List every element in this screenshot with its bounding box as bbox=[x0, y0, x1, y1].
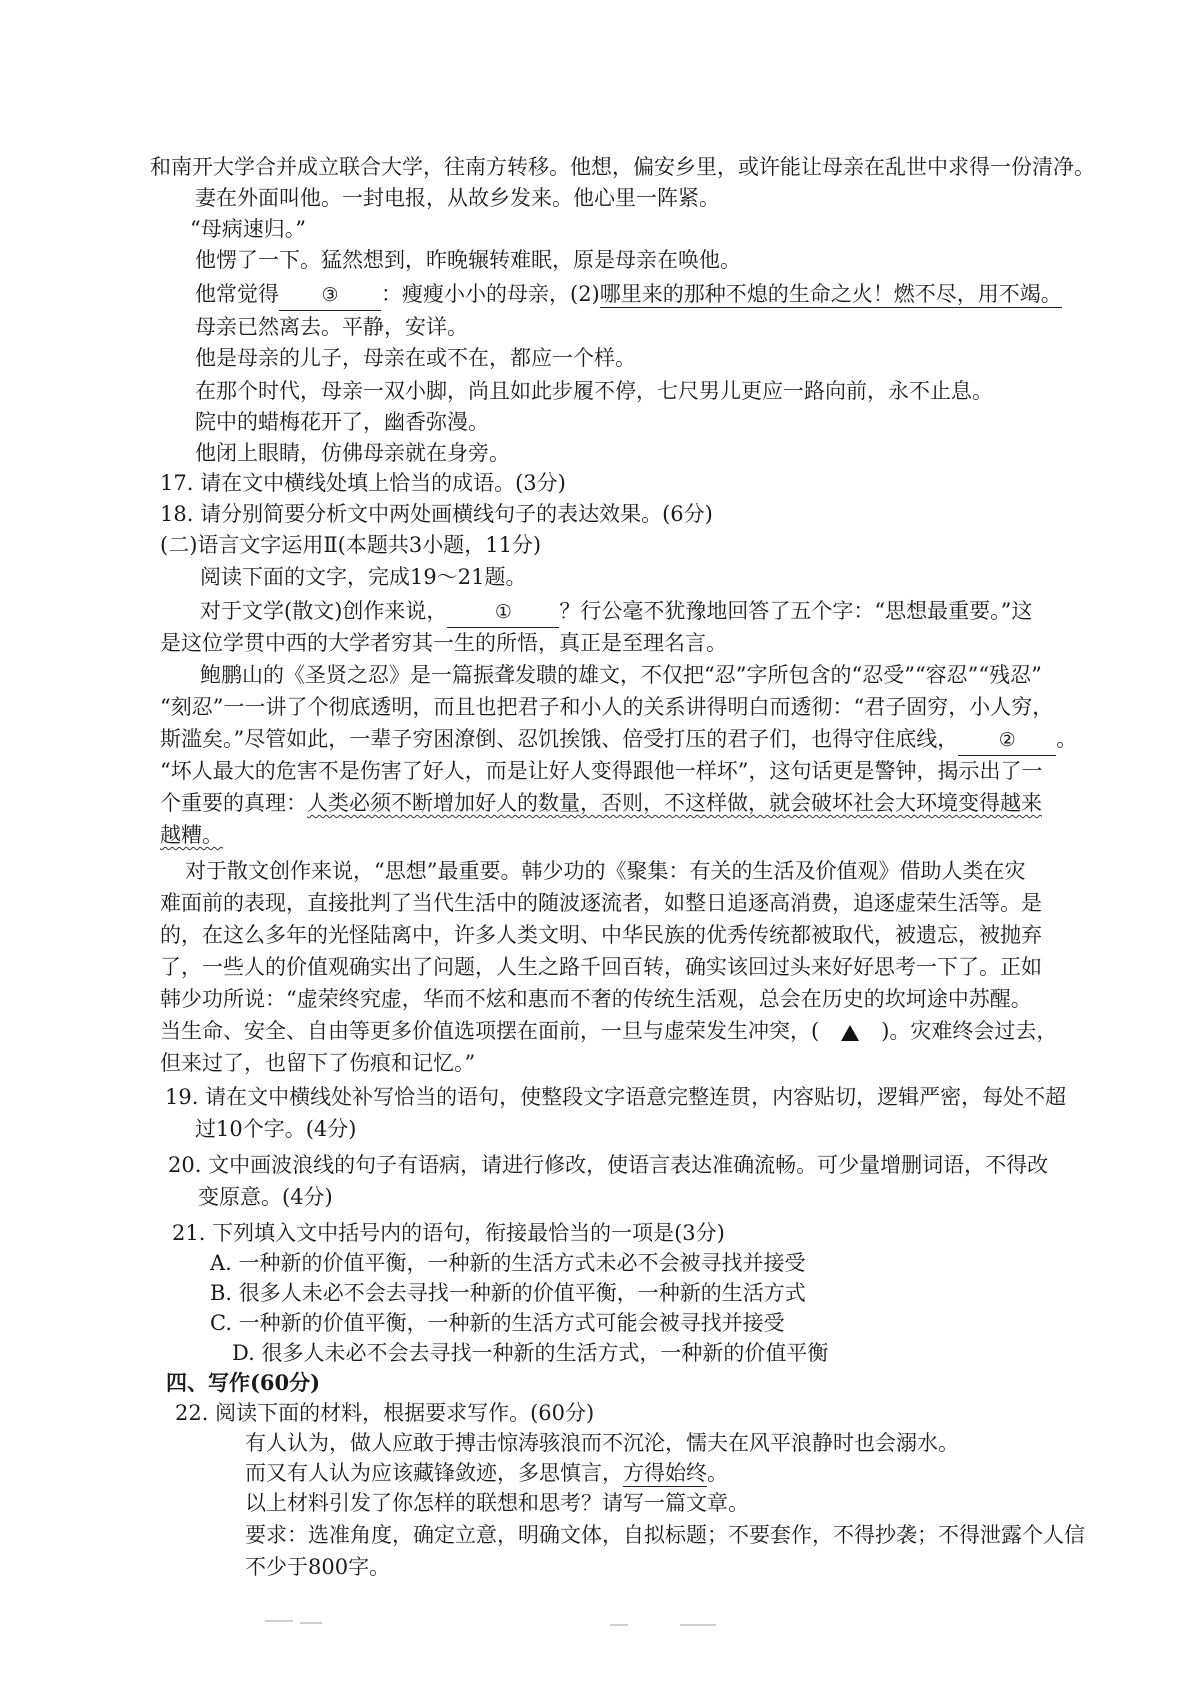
passage-c-line-7: 但来过了，也留下了伤痕和记忆。” bbox=[160, 1051, 476, 1075]
question-21-stem: 21. 下列填入文中括号内的语句，衔接最恰当的一项是(3分) bbox=[172, 1221, 725, 1245]
triangle-marker-icon bbox=[841, 1025, 859, 1041]
story-line-8: 在那个时代，母亲一双小脚，尚且如此步履不停，七尺男儿更应一路向前，永不止息。 bbox=[195, 379, 993, 403]
writing-requirements-line-1: 要求：选准角度，确定立意，明确文体，自拟标题；不要套作，不得抄袭；不得泄露个人信 bbox=[245, 1523, 1085, 1547]
blank-marker-2: ② bbox=[998, 729, 1016, 751]
material-line-2-end: 。 bbox=[707, 1461, 728, 1485]
answer-blank-2[interactable] bbox=[958, 724, 1056, 756]
passage-b-line-5-text: 个重要的真理： bbox=[160, 791, 307, 815]
question-19-line-1: 19. 请在文中横线处补写恰当的语句，使整段文字语意完整连贯，内容贴切，逻辑严密，每处不超 bbox=[165, 1085, 1067, 1109]
passage-c-line-6-text-b: )。灾难终会过去， bbox=[881, 1019, 1058, 1043]
answer-blank-3[interactable] bbox=[279, 279, 381, 311]
material-line-1: 有人认为，做人应敢于搏击惊涛骇浪而不沉沦，懦夫在风平浪静时也会溺水。 bbox=[245, 1431, 959, 1455]
scan-speck bbox=[610, 1624, 628, 1626]
wavy-sentence-part-1: 人类必须不断增加好人的数量，否则，不这样做，就会破坏社会大环境变得越来 bbox=[307, 791, 1042, 815]
passage-c-line-6-text: 当生命、安全、自由等更多价值选项摆在面前，一旦与虚荣发生冲突，( bbox=[160, 1019, 820, 1043]
underlined-sentence-2: 哪里来的那种不熄的生命之火！燃不尽，用不竭。 bbox=[599, 282, 1062, 306]
passage-b-line-1: 鲍鹏山的《圣贤之忍》是一篇振聋发聩的雄文，不仅把“忍”字所包含的“忍受”“容忍”“残忍” bbox=[200, 663, 1042, 687]
writing-requirements-line-2: 不少于800字。 bbox=[245, 1555, 391, 1579]
passage-a-line-1-text: 对于文学(散文)创作来说， bbox=[200, 599, 448, 623]
passage-b-line-2: “刻忍”一一讲了个彻底透明，而且也把君子和小人的关系讲得明白而透彻：“君子固穷，小人穷， bbox=[160, 695, 1054, 719]
passage-c-line-3: 的，在这么多年的光怪陆离中，许多人类文明、中华民族的优秀传统都被取代，被遗忘，被抛弃 bbox=[160, 923, 1042, 947]
passage-b-line-3 bbox=[160, 724, 1077, 756]
material-line-2-text: 而又有人认为应该藏锋敛迹，多思慎言， bbox=[245, 1461, 623, 1485]
blank-marker-1: ① bbox=[494, 601, 512, 623]
story-line-10: 他闭上眼睛，仿佛母亲就在身旁。 bbox=[195, 441, 510, 465]
section-2-intro: 阅读下面的文字，完成19～21题。 bbox=[200, 565, 527, 589]
story-line-5 bbox=[195, 279, 1062, 311]
passage-a-line-2: 是这位学贯中西的大学者穷其一生的所悟，真正是至理名言。 bbox=[160, 631, 727, 655]
story-line-6: 母亲已然离去。平静，安详。 bbox=[195, 315, 468, 339]
blank-marker-3: ③ bbox=[321, 284, 339, 306]
passage-c-line-2: 难面前的表现，直接批判了当代生活中的随波逐流者，如整日追逐高消费，追逐虚荣生活等。是 bbox=[160, 891, 1042, 915]
passage-a-line-1-text-b: ？行公毫不犹豫地回答了五个字：“思想最重要。”这 bbox=[559, 599, 1033, 623]
section-2-title: (二)语言文字运用Ⅱ(本题共3小题，11分) bbox=[160, 533, 542, 557]
question-17: 17. 请在文中横线处填上恰当的成语。(3分) bbox=[160, 471, 566, 495]
story-line-9: 院中的蜡梅花开了，幽香弥漫。 bbox=[195, 410, 489, 434]
story-line-4: 他愣了一下。猛然想到，昨晚辗转难眠，原是母亲在唤他。 bbox=[195, 248, 741, 272]
material-line-3: 以上材料引发了你怎样的联想和思考？请写一篇文章。 bbox=[245, 1491, 749, 1515]
material-underlined-phrase: 方得始终 bbox=[623, 1461, 707, 1485]
passage-b-line-6 bbox=[160, 820, 223, 850]
scan-speck bbox=[265, 1620, 293, 1622]
question-21-option-b[interactable]: B. 很多人未必不会去寻找一种新的价值平衡，一种新的生活方式 bbox=[210, 1281, 806, 1305]
question-22-stem: 22. 阅读下面的材料，根据要求写作。(60分) bbox=[175, 1401, 595, 1425]
story-line-1: 和南开大学合并成立联合大学，往南方转移。他想，偏安乡里，或许能让母亲在乱世中求得一份清净。 bbox=[150, 155, 1095, 179]
question-18: 18. 请分别简要分析文中两处画横线句子的表达效果。(6分) bbox=[160, 502, 713, 526]
question-20-line-1: 20. 文中画波浪线的句子有语病，请进行修改，使语言表达准确流畅。可少量增删词语，不得改 bbox=[168, 1153, 1049, 1177]
passage-b-line-3-text: 斯滥矣。”尽管如此，一辈子穷困潦倒、忍饥挨饿、倍受打压的君子们，也得守住底线， bbox=[160, 727, 959, 751]
question-21-option-c[interactable]: C. 一种新的价值平衡，一种新的生活方式可能会被寻找并接受 bbox=[210, 1311, 785, 1335]
passage-b-line-4: “坏人最大的危害不是伤害了好人，而是让好人变得跟他一样坏”，这句话更是警钟，揭示出了一 bbox=[160, 759, 1043, 783]
story-line-5-text-b: ：瘦瘦小小的母亲，(2) bbox=[381, 282, 600, 306]
passage-b-line-3-text-b: 。 bbox=[1056, 727, 1078, 751]
story-line-3: “母病速归。” bbox=[190, 217, 306, 241]
scan-speck bbox=[680, 1624, 716, 1626]
story-line-7: 他是母亲的儿子，母亲在或不在，都应一个样。 bbox=[195, 346, 636, 370]
passage-b-line-5 bbox=[160, 788, 1042, 818]
passage-c-line-6 bbox=[160, 1016, 1057, 1046]
question-21-option-a[interactable]: A. 一种新的价值平衡，一种新的生活方式未必不会被寻找并接受 bbox=[210, 1251, 806, 1275]
wavy-sentence-part-2: 越糟。 bbox=[160, 823, 223, 847]
question-20-line-2: 变原意。(4分) bbox=[198, 1185, 333, 1209]
passage-a-line-1 bbox=[200, 596, 1032, 628]
scan-speck bbox=[300, 1622, 322, 1624]
passage-c-line-1: 对于散文创作来说，“思想”最重要。韩少功的《聚集：有关的生活及价值观》借助人类在灾 bbox=[185, 859, 1026, 883]
question-19-line-2: 过10个字。(4分) bbox=[195, 1117, 357, 1141]
answer-blank-1[interactable] bbox=[447, 596, 559, 628]
story-line-2: 妻在外面叫他。一封电报，从故乡发来。他心里一阵紧。 bbox=[195, 186, 720, 210]
material-line-2 bbox=[245, 1458, 728, 1488]
passage-c-line-4: 了，一些人的价值观确实出了问题，人生之路千回百转，确实该回过头来好好思考一下了。正如 bbox=[160, 955, 1042, 979]
passage-c-line-5: 韩少功所说：“虚荣终究虚，华而不炫和惠而不奢的传统生活观，总会在历史的坎坷途中苏醒。 bbox=[160, 987, 1032, 1011]
story-line-5-text: 他常觉得 bbox=[195, 282, 279, 306]
question-21-option-d[interactable]: D. 很多人未必不会去寻找一种新的生活方式，一种新的价值平衡 bbox=[232, 1341, 829, 1365]
section-4-title: 四、写作(60分) bbox=[166, 1370, 321, 1395]
